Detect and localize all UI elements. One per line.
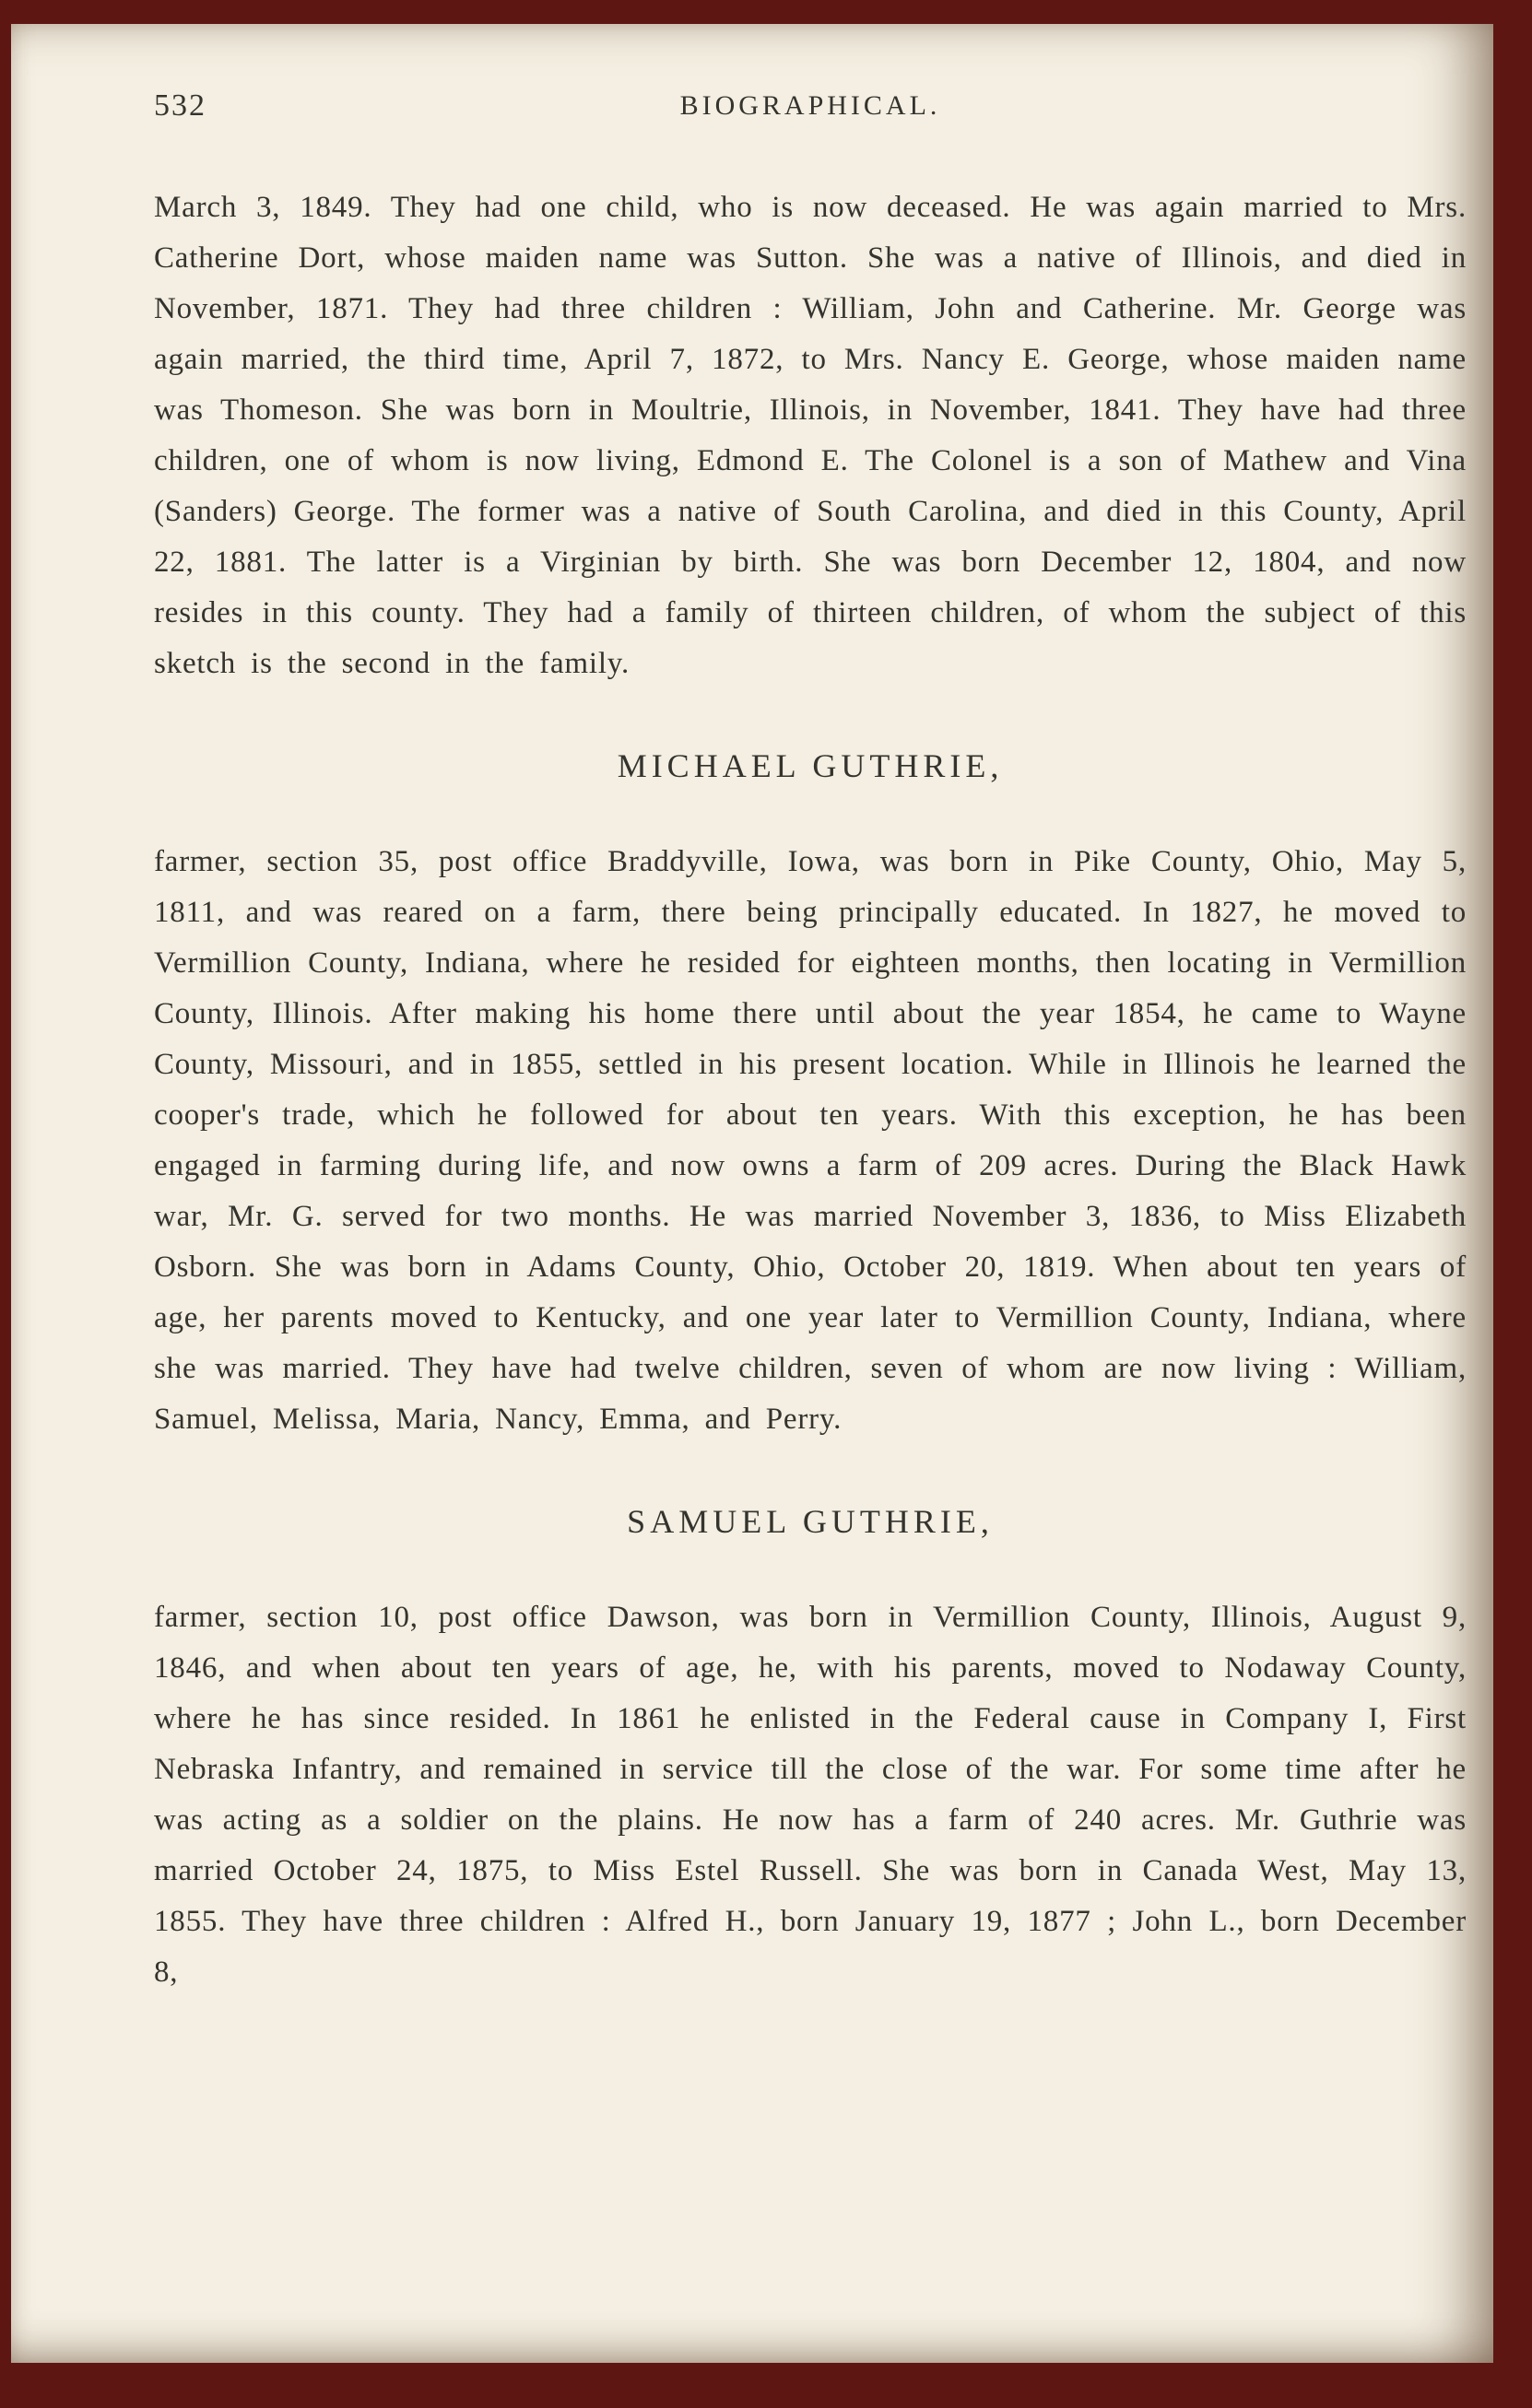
running-header: BIOGRAPHICAL. [679, 90, 941, 121]
page-content [154, 88, 1467, 1998]
paragraph-george-continuation: March 3, 1849. They had one child, who is now deceased. He was again married to Mrs. Catherine Dort, whose maiden name was Sutton. She was a native of Illinois, and died in November, 1871. They had three children : William, John and Catherine. Mr. George was again married, the third time, April 7, 1872, to Mrs. Nancy E. George, whose maiden name was Thomeson. She was born in Moultrie, Illinois, in November, 1841. They have had three children, one of whom is now living, Edmond E. The Colonel is a son of Mathew and Vina (Sanders) George. The former was a native of South Carolina, and died in this County, April 22, 1881. The latter is a Virginian by birth. She was born December 12, 1804, and now resides in this county. They had a family of thirteen children, of whom the subject of this sketch is the second in the family. [154, 191, 1467, 680]
page-number: 532 [154, 88, 206, 123]
section-heading-michael-guthrie: MICHAEL GUTHRIE, [617, 747, 1004, 784]
paragraph-michael-guthrie: farmer, section 35, post office Braddyville, Iowa, was born in Pike County, Ohio, May 5, 1811, and was reared on a farm, there being principally educated. In 1827, he moved to Vermillion County, Indiana, where he resided for eighteen months, then locating in Vermillion County, Illinois. After making his home there until about the year 1854, he came to Wayne County, Missouri, and in 1855, settled in his present location. While in Illinois he learned the cooper's trade, which he followed for about ten years. With this exception, he has been engaged in farming during life, and now owns a farm of 209 acres. During the Black Hawk war, Mr. G. served for two months. He was married November 3, 1836, to Miss Elizabeth Osborn. She was born in Adams County, Ohio, October 20, 1819. When about ten years of age, her parents moved to Kentucky, and one year later to Vermillion County, Indiana, where she was married. They have had twelve children, seven of whom are now living : William, Samuel, Melissa, Maria, Nancy, Emma, and Perry. [154, 845, 1467, 1436]
paragraph-samuel-guthrie: farmer, section 10, post office Dawson, was born in Vermillion County, Illinois, August 9, 1846, and when about ten years of age, he, with his parents, moved to Nodaway County, where he has since resided. In 1861 he enlisted in the Federal cause in Company I, First Nebraska Infantry, and remained in service till the close of the war. For some time after he was acting as a soldier on the plains. He now has a farm of 240 acres. Mr. Guthrie was married October 24, 1875, to Miss Estel Russell. She was born in Canada West, May 13, 1855. They have three children : Alfred H., born January 19, 1877 ; John L., born December 8, [154, 1601, 1467, 1989]
scanned-book-page [11, 24, 1493, 2363]
section-heading-samuel-guthrie: SAMUEL GUTHRIE, [627, 1503, 994, 1540]
page-header [154, 88, 1467, 131]
